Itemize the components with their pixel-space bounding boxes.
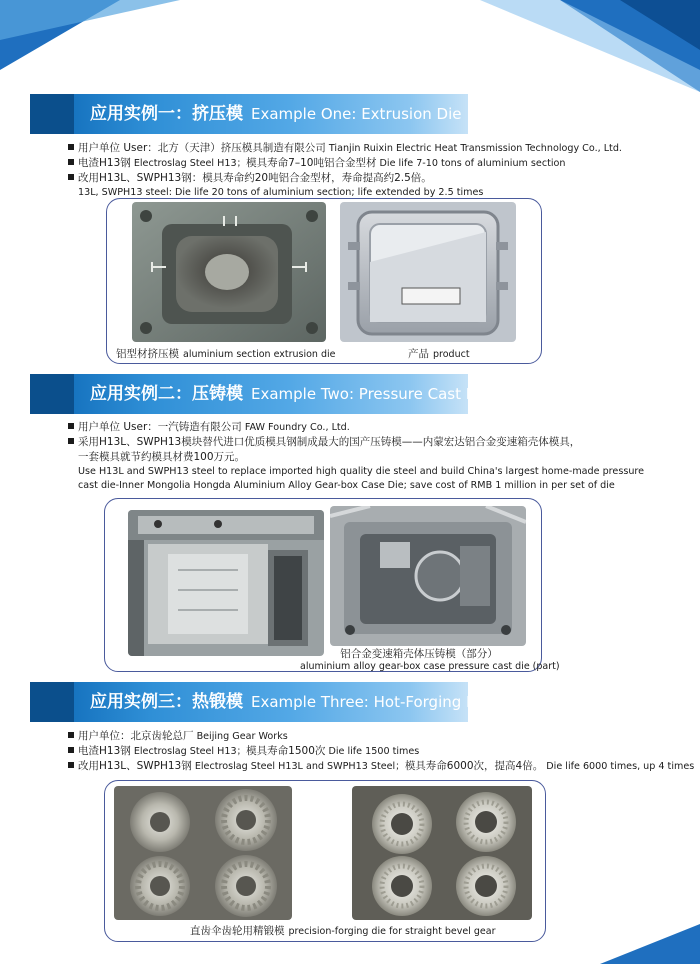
section-title — [90, 682, 491, 722]
section-header-example-one — [30, 94, 468, 134]
detail-en: FAW Foundry Co., Ltd. — [244, 422, 350, 433]
detail-line — [68, 420, 668, 435]
detail-en: Die life 7-10 tons of aluminium section — [379, 158, 566, 169]
detail-line — [68, 450, 668, 465]
bullet-icon — [68, 762, 74, 768]
product-photo — [340, 202, 516, 342]
section-title — [90, 94, 462, 134]
bullet-icon — [68, 747, 74, 753]
detail-line — [68, 141, 668, 156]
detail-line — [68, 435, 668, 450]
caption-forging-die — [190, 923, 495, 938]
section-header-notch — [30, 682, 74, 722]
section-one-details — [68, 141, 668, 200]
cast-die-photo-right — [330, 506, 526, 646]
detail-line — [68, 479, 668, 493]
caption-zh: 铝型材挤压模 — [116, 348, 179, 360]
caption-en: precision-forging die for straight bevel gear — [288, 926, 496, 937]
detail-zh: 改用H13L、SWPH13钢 — [78, 760, 192, 772]
detail-zh: 电渣H13钢 — [78, 157, 131, 169]
section-header-notch — [30, 374, 74, 414]
bullet-icon — [68, 732, 74, 738]
detail-zh: 模具寿命7–10吨铝合金型材 — [246, 157, 377, 169]
extrusion-die-photo — [132, 202, 326, 342]
detail-zh: 采用H13L、SWPH13模块替代进口优质模具钢制成最大的国产压铸模——内蒙宏达铝合金变速箱壳体模具， — [78, 436, 581, 448]
detail-en: Beijing Gear Works — [196, 731, 288, 742]
detail-zh: 用户单位 User：北方（天津）挤压模具制造有限公司 — [78, 142, 326, 154]
detail-en: cast die-Inner Mongolia Hongda Aluminium Alloy Gear-box Case Die; save cost of RMB 1 million in per set of die — [78, 480, 615, 491]
detail-en: Die life 6000 times, up 4 times — [546, 761, 695, 772]
caption-zh: 直齿伞齿轮用精锻模 — [190, 925, 285, 937]
detail-zh: 模具寿命6000次，提高4倍。 — [404, 760, 544, 772]
section-header-example-three — [30, 682, 491, 722]
bullet-icon — [68, 423, 74, 429]
detail-en: Electroslag Steel H13L and SWPH13 Steel； — [194, 761, 405, 772]
bullet-icon — [68, 438, 74, 444]
detail-line — [68, 171, 668, 186]
section-header-example-two — [30, 374, 491, 414]
detail-zh: 模具寿命1500次 — [246, 745, 326, 757]
detail-line — [68, 729, 668, 744]
section-header-notch — [30, 94, 74, 134]
detail-en: Use H13L and SWPH13 steel to replace imported high quality die steel and build China's largest home-made pressure — [78, 466, 645, 477]
detail-en: Tianjin Ruixin Electric Heat Transmission Technology Co., Ltd. — [328, 143, 622, 154]
caption-en: aluminium section extrusion die — [183, 349, 336, 360]
detail-zh: 电渣H13钢 — [78, 745, 131, 757]
section-two-details — [68, 420, 668, 493]
forging-die-photo-left — [114, 786, 292, 920]
caption-zh: 铝合金变速箱壳体压铸模（部分） — [340, 648, 498, 660]
detail-en: Electroslag Steel H13； — [133, 746, 247, 757]
caption-en: product — [433, 349, 470, 360]
bullet-icon — [68, 159, 74, 165]
section-title-zh: 应用实例三：热锻模 — [90, 692, 243, 712]
caption-zh: 产品 — [408, 348, 429, 360]
detail-zh: 用户单位：北京齿轮总厂 — [78, 730, 194, 742]
caption-product — [408, 346, 470, 361]
forging-die-photo-right — [352, 786, 532, 920]
caption-cast-die — [300, 646, 560, 672]
caption-en: aluminium alloy gear-box case pressure cast die (part) — [300, 661, 560, 672]
detail-en: Die life 1500 times — [328, 746, 420, 757]
detail-line — [68, 465, 668, 479]
detail-line — [68, 759, 695, 774]
header-decoration — [0, 0, 700, 92]
detail-en: Electroslag Steel H13； — [133, 158, 247, 169]
bullet-icon — [68, 174, 74, 180]
cast-die-photo-left — [128, 510, 324, 656]
section-title-en: Example One: Extrusion Die — [251, 105, 462, 123]
detail-zh: 用户单位 User：一汽铸造有限公司 — [78, 421, 242, 433]
section-title-en: Example Three: Hot-Forging Die — [251, 693, 491, 711]
detail-zh: 一套模具就节约模具材费100万元。 — [78, 451, 246, 463]
detail-line — [68, 156, 668, 171]
section-title-en: Example Two: Pressure Cast Die — [251, 385, 491, 403]
bullet-icon — [68, 144, 74, 150]
section-three-details — [68, 729, 695, 774]
section-title-zh: 应用实例二：压铸模 — [90, 384, 243, 404]
section-title — [90, 374, 491, 414]
detail-en: 13L, SWPH13 steel: Die life 20 tons of aluminium section; life extended by 2.5 times — [78, 187, 484, 198]
detail-line — [68, 744, 668, 759]
detail-zh: 改用H13L、SWPH13钢：模具寿命约20吨铝合金型材，寿命提高约2.5倍。 — [78, 172, 432, 184]
section-title-zh: 应用实例一：挤压模 — [90, 104, 243, 124]
caption-extrusion-die — [116, 346, 335, 361]
